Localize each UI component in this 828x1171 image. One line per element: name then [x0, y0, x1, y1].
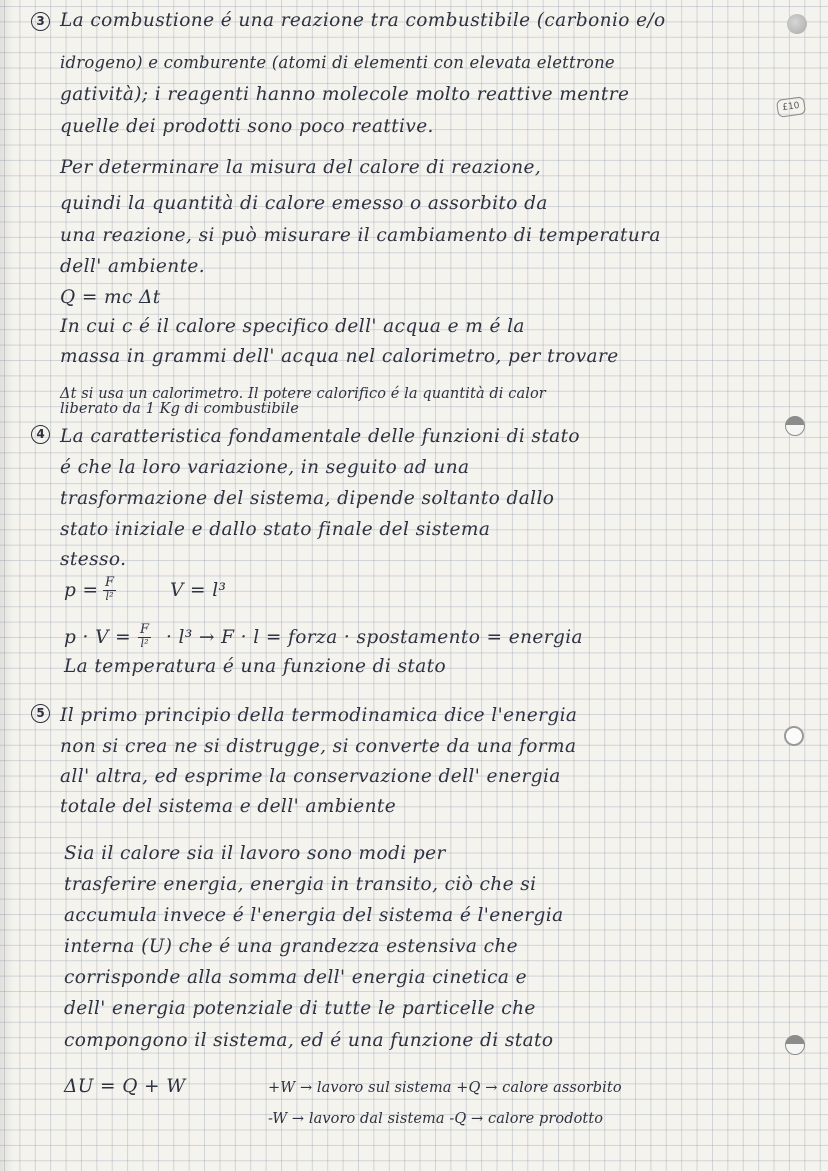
fraction-force-area: [138, 623, 151, 650]
binder-hole-icon: [785, 416, 805, 436]
fraction-force-area: [103, 576, 116, 603]
text-line: In cui c é il calore specifico dell' acqua e m é la: [60, 316, 525, 337]
fraction-denominator: l²: [105, 590, 114, 603]
text-line: La combustione é una reazione tra combustibile (carbonio e/o: [60, 10, 666, 31]
sign-convention-line: +W → lavoro sul sistema +Q → calore assorbito: [268, 1080, 622, 1096]
text-line: idrogeno) e comburente (atomi di elementi con elevata elettrone: [60, 53, 615, 72]
text-line: La caratteristica fondamentale delle funzioni di stato: [60, 426, 580, 447]
item-number: 3: [31, 12, 50, 31]
text-line: Il primo principio della termodinamica dice l'energia: [60, 705, 578, 726]
text-line: liberato da 1 Kg di combustibile: [60, 401, 299, 417]
item-number: 5: [31, 704, 50, 723]
formula-pressure-volume-label: p · V =: [64, 627, 132, 648]
text-line: Sia il calore sia il lavoro sono modi per: [64, 843, 446, 864]
text-line: trasferire energia, energia in transito, ciò che si: [64, 874, 537, 895]
text-line: dell' ambiente.: [60, 256, 206, 277]
binder-hole-icon: [787, 14, 807, 34]
text-line: Δt si usa un calorimetro. Il potere calorifico é la quantità di calor: [60, 386, 546, 402]
text-line: trasformazione del sistema, dipende soltanto dallo: [60, 488, 555, 509]
text-line: La temperatura é una funzione di stato: [64, 656, 447, 677]
binder-hole-icon: [785, 1035, 805, 1055]
text-line: é che la loro variazione, in seguito ad una: [60, 457, 470, 478]
fraction-denominator: l²: [140, 637, 149, 650]
text-line: gatività); i reagenti hanno molecole molto reattive mentre: [60, 84, 630, 105]
formula-volume: V = l³: [170, 580, 227, 601]
text-line: Per determinare la misura del calore di reazione,: [60, 157, 542, 178]
text-line: non si crea ne si distrugge, si converte da una forma: [60, 736, 577, 757]
fraction-numerator: F: [105, 575, 115, 590]
text-line: accumula invece é l'energia del sistema é l'energia: [64, 905, 564, 926]
text-line: compongono il sistema, ed é una funzione di stato: [64, 1030, 554, 1051]
text-line: massa in grammi dell' acqua nel calorimetro, per trovare: [60, 346, 619, 367]
formula-pressure-label: p =: [64, 580, 99, 601]
formula-line: Q = mc Δt: [60, 287, 161, 308]
formula-first-law: ΔU = Q + W: [64, 1076, 186, 1097]
text-line: stato iniziale e dallo stato finale del sistema: [60, 519, 491, 540]
text-line: dell' energia potenziale di tutte le particelle che: [64, 998, 536, 1019]
text-line: all' altra, ed esprime la conservazione dell' energia: [60, 766, 561, 787]
page-edge-shadow: [0, 0, 14, 1171]
item-number: 4: [31, 425, 50, 444]
text-line: corrisponde alla somma dell' energia cinetica e: [64, 967, 527, 988]
formula-energy: · l³ → F · l = forza · spostamento = energia: [166, 627, 583, 648]
sign-convention-line: -W → lavoro dal sistema -Q → calore prodotto: [268, 1111, 604, 1127]
text-line: interna (U) che é una grandezza estensiva che: [64, 936, 519, 957]
text-line: stesso.: [60, 549, 127, 570]
text-line: una reazione, si può misurare il cambiamento di temperatura: [60, 225, 661, 246]
text-line: totale del sistema e dell' ambiente: [60, 796, 397, 817]
text-line: quelle dei prodotti sono poco reattive.: [60, 116, 434, 137]
binder-hole-icon: [784, 726, 804, 746]
price-stamp: £10: [776, 96, 806, 118]
text-line: quindi la quantità di calore emesso o assorbito da: [60, 193, 548, 214]
fraction-numerator: F: [140, 622, 150, 637]
